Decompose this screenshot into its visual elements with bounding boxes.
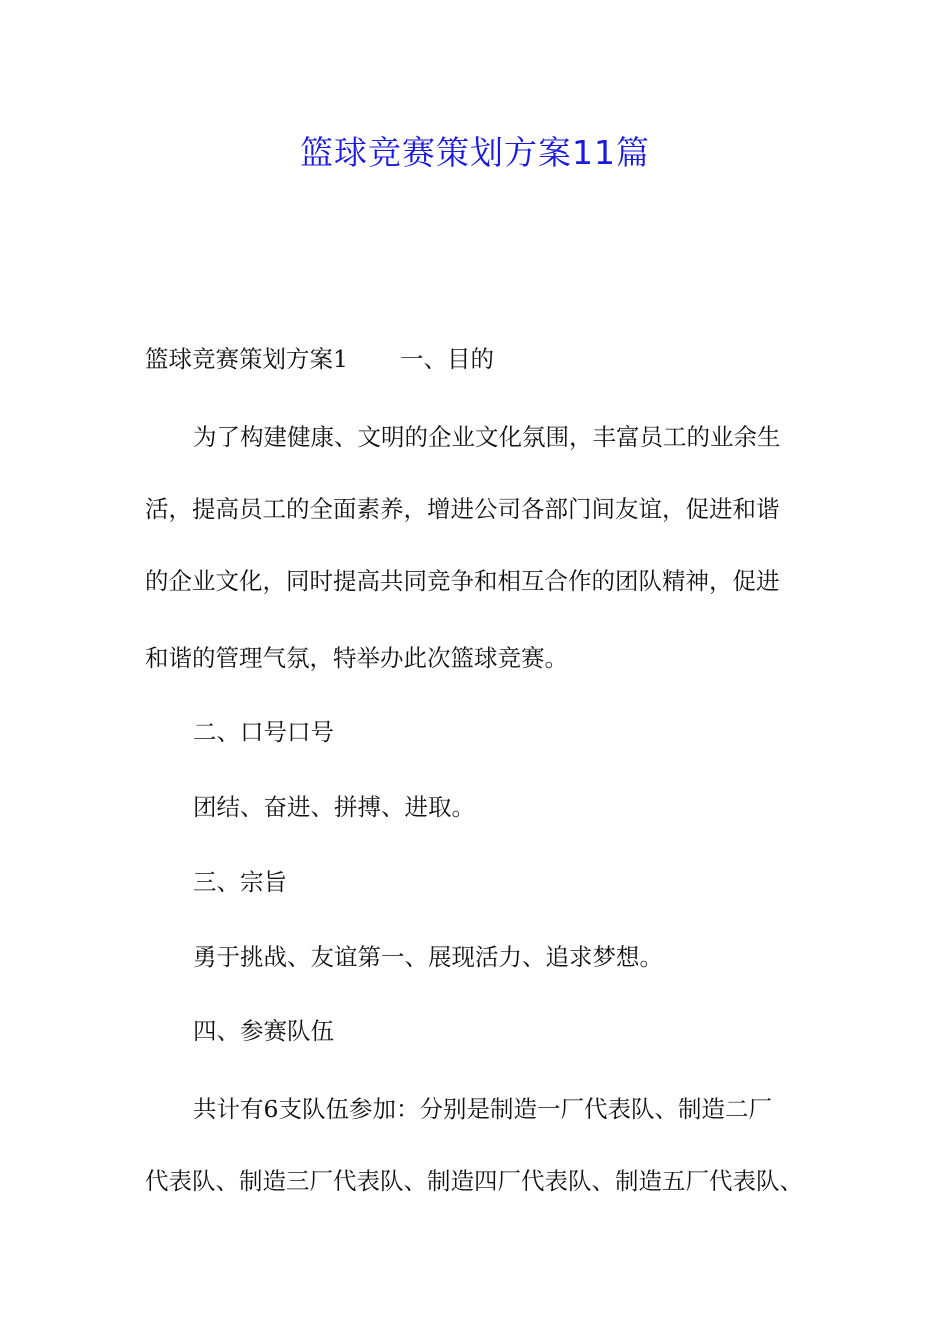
paragraph-line: 的企业文化，同时提高共同竞争和相互合作的团队精神，促进 xyxy=(145,567,780,595)
heading-slogan: 二、口号口号 xyxy=(193,718,334,746)
heading-purpose: 一、目的 xyxy=(399,345,494,373)
document-title: 篮球竞赛策划方案11篇 xyxy=(300,133,650,172)
paragraph-line: 团结、奋进、拼搏、进取。 xyxy=(193,793,475,821)
paragraph-line: 勇于挑战、友谊第一、展现活力、追求梦想。 xyxy=(193,943,663,971)
paragraph-line: 为了构建健康、文明的企业文化氛围，丰富员工的业余生 xyxy=(193,423,781,451)
heading-teams: 四、参赛队伍 xyxy=(193,1017,334,1045)
paragraph-line: 和谐的管理气氛，特举办此次篮球竞赛。 xyxy=(145,644,568,672)
paragraph-line: 共计有6支队伍参加：分别是制造一厂代表队、制造二厂 xyxy=(193,1095,772,1123)
paragraph-line: 活，提高员工的全面素养，增进公司各部门间友谊，促进和谐 xyxy=(145,495,780,523)
heading-tenet: 三、宗旨 xyxy=(193,868,287,896)
section-label: 篮球竞赛策划方案1 xyxy=(145,345,348,373)
paragraph-line: 代表队、制造三厂代表队、制造四厂代表队、制造五厂代表队、 xyxy=(145,1167,803,1195)
section-heading-line xyxy=(145,341,815,377)
